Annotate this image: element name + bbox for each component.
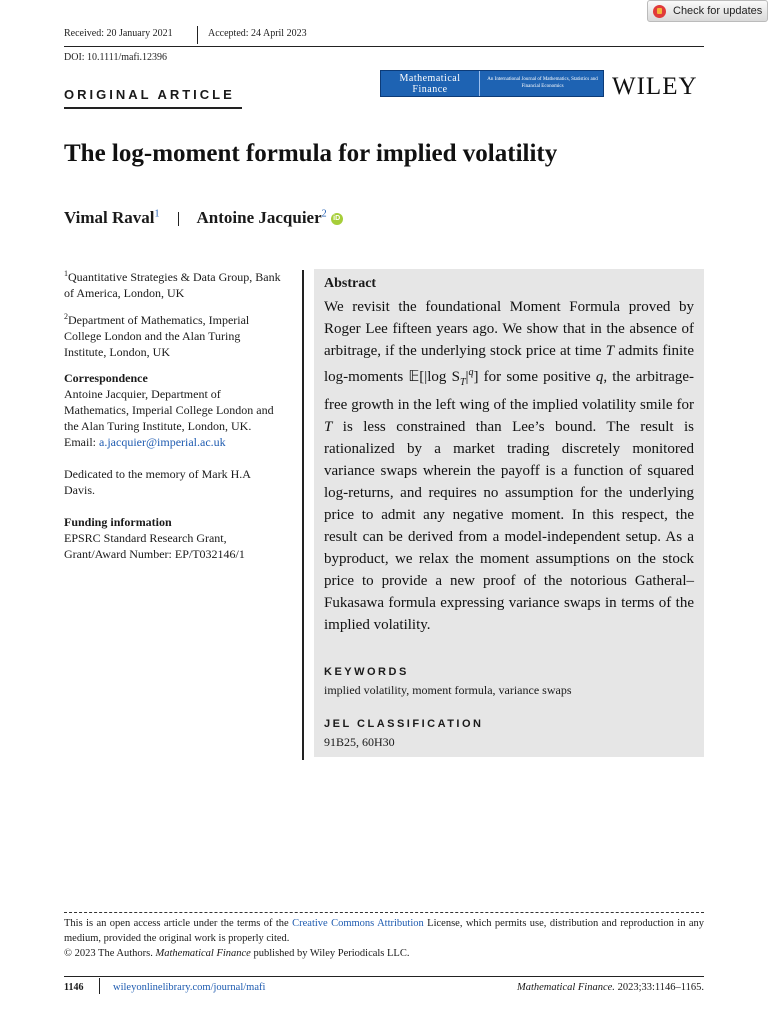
article-type-underline bbox=[64, 107, 242, 109]
footer-citation: Mathematical Finance. 2023;33:1146–1165. bbox=[516, 982, 704, 993]
jel-heading: JEL CLASSIFICATION bbox=[324, 718, 484, 730]
journal-logo bbox=[380, 70, 604, 97]
header-separator bbox=[197, 26, 198, 44]
doi: DOI: 10.1111/mafi.12396 bbox=[64, 52, 168, 63]
author-info-column bbox=[64, 266, 284, 562]
cc-license-link[interactable]: Creative Commons Attribution bbox=[292, 918, 424, 929]
affiliation-2: $^2$Department of Mathematics, Imperial College London and the Alan Turing Institute, London, UK bbox=[64, 312, 250, 359]
abstract-text: We revisit the foundational Moment Formula proved by Roger Lee fifteen years ago. We show that in the absence of arbitrage, if the underlying stock price at time T admits finite log-moments 𝔼[|log $S_T|^q$] for some positive q, the arbitrage-free growth in the left wing of the implied volatility smile for T is less constrained than Lee’s bound. The result is rationalized by a market trading discretely monitored variance swaps wherein the payoff is a function of squared log-returns, and requires no assumption for the underlying price to admit any negative moment. In this respect, the result can be derived from a model-independent setup. As a byproduct, we relax the moment assumptions on the stock price to provide a new proof of the notorious Gatheral–Fukasawa formula expressing variance swaps in terms of the implied volatility. bbox=[324, 299, 694, 633]
check-for-updates-button[interactable] bbox=[647, 0, 768, 22]
journal-url-link[interactable]: wileyonlinelibrary.com/journal/mafi bbox=[113, 982, 266, 993]
author-2[interactable]: Antoine Jacquier$^2$ bbox=[196, 208, 327, 227]
footer-separator bbox=[99, 978, 100, 994]
license-footnote: This is an open access article under the terms of the Creative Commons Attribution License, which permits use, distribution and reproduction in any medium, provided the original work is properly cited. © 2023 The Authors. Mathematical Finance published by Wiley Periodicals LLC. bbox=[64, 918, 705, 959]
crossmark-icon bbox=[653, 5, 666, 18]
jel-codes: 91B25, 60H30 bbox=[324, 735, 395, 749]
abstract-heading: Abstract bbox=[324, 276, 377, 291]
orcid-icon[interactable]: iD bbox=[331, 213, 343, 225]
accepted-date: Accepted: 24 April 2023 bbox=[208, 28, 307, 39]
check-updates-label: Check for updates bbox=[673, 5, 763, 17]
article-type: ORIGINAL ARTICLE bbox=[64, 87, 235, 102]
journal-logo-name: Mathematical Finance bbox=[399, 73, 461, 95]
article-title: The log-moment formula for implied volatility bbox=[64, 140, 558, 167]
funding-heading: Funding information bbox=[64, 515, 172, 529]
correspondence-text: Antoine Jacquier, Department of Mathematics, Imperial College London and the Alan Turing Institute, London, UK. bbox=[64, 387, 274, 433]
affiliation-1: $^1$Quantitative Strategies & Data Group, Bank of America, London, UK bbox=[64, 269, 281, 300]
funding-text: EPSRC Standard Research Grant, Grant/Award Number: EP/T032146/1 bbox=[64, 531, 245, 561]
author-list bbox=[64, 208, 343, 228]
author-1[interactable]: Vimal Raval$^1$ bbox=[64, 208, 160, 227]
keywords-heading: KEYWORDS bbox=[324, 666, 409, 678]
author-separator bbox=[178, 212, 179, 226]
publisher-logo: WILEY bbox=[612, 73, 698, 100]
dedication: Dedicated to the memory of Mark H.A Davis. bbox=[64, 467, 251, 497]
page-number: 1146 bbox=[64, 982, 84, 993]
keywords-text: implied volatility, moment formula, variance swaps bbox=[324, 683, 572, 697]
correspondence-email: Email: a.jacquier@imperial.ac.uk bbox=[64, 435, 226, 449]
footer-rule bbox=[64, 976, 704, 977]
received-date: Received: 20 January 2021 bbox=[64, 28, 173, 39]
footnote-rule bbox=[64, 912, 704, 913]
column-divider bbox=[302, 270, 304, 760]
correspondence-heading: Correspondence bbox=[64, 371, 148, 385]
email-link[interactable]: a.jacquier@imperial.ac.uk bbox=[99, 435, 226, 449]
journal-logo-tagline: An International Journal of Mathematics, Statistics and Financial Economics bbox=[479, 71, 603, 96]
